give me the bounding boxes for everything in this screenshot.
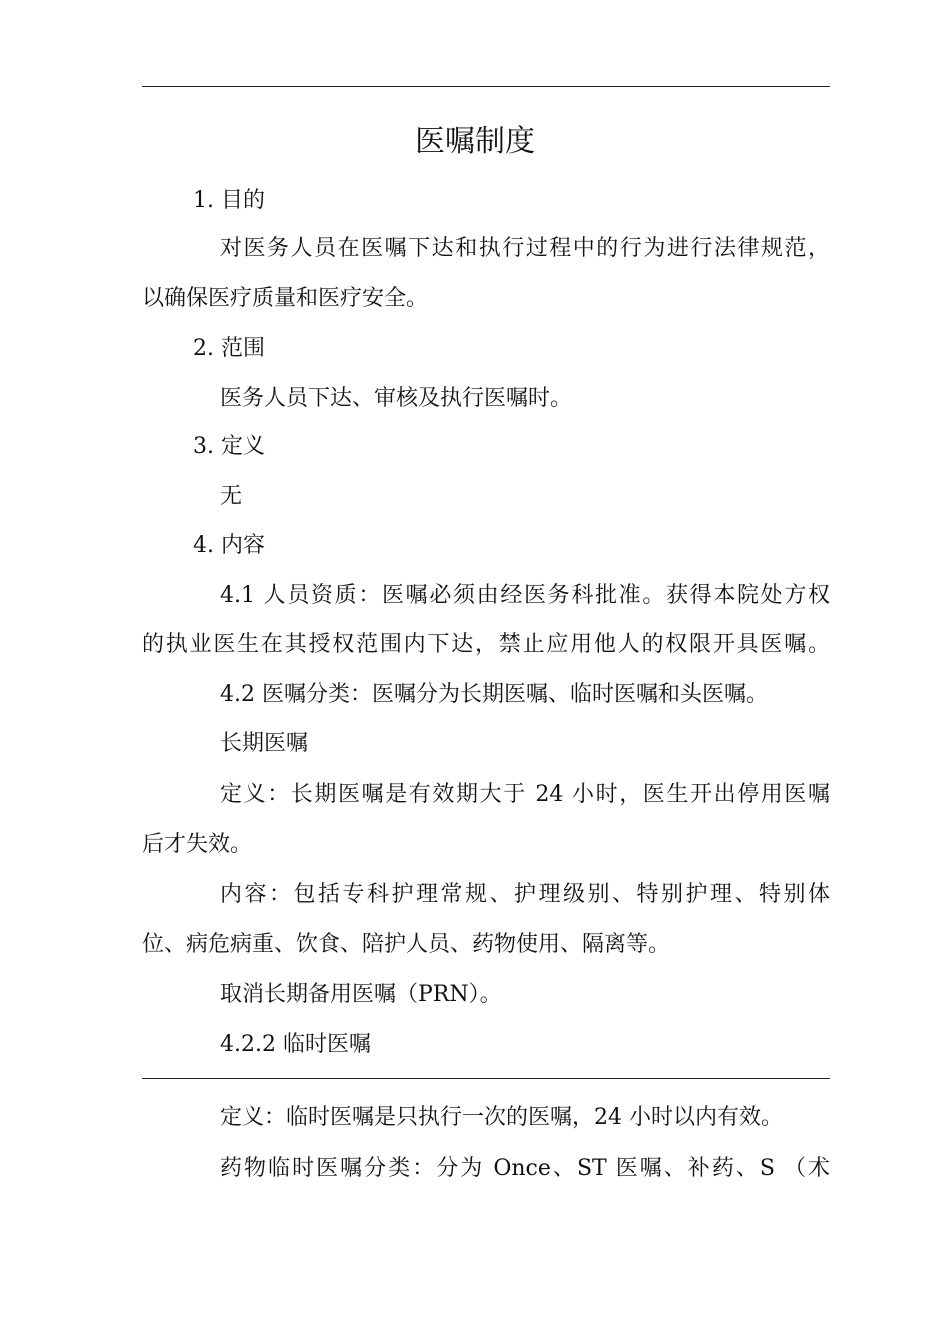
top-rule (142, 86, 830, 87)
subheading-long-term-orders: 长期医嘱 (220, 731, 309, 756)
paragraph-line: 药物临时医嘱分类：分为 Once、ST 医嘱、补药、S （术 (220, 1156, 830, 1181)
paragraph-line: 定义：临时医嘱是只执行一次的医嘱，24 小时以内有效。 (220, 1105, 783, 1130)
paragraph-line: 内容：包括专科护理常规、护理级别、特别护理、特别体 (220, 882, 830, 907)
section-heading-scope: 2. 范围 (193, 336, 265, 361)
paragraph-line: 以确保医疗质量和医疗安全。 (142, 286, 429, 311)
paragraph-line: 位、病危病重、饮食、陪护人员、药物使用、隔离等。 (142, 932, 671, 957)
document-title: 医嘱制度 (415, 124, 535, 159)
paragraph-line: 后才失效。 (142, 832, 253, 857)
page-break-rule (142, 1078, 830, 1079)
paragraph-line: 4.2 医嘱分类：医嘱分为长期医嘱、临时医嘱和头医嘱。 (220, 682, 768, 707)
paragraph-line: 的执业医生在其授权范围内下达，禁止应用他人的权限开具医嘱。 (142, 632, 830, 657)
section-heading-definition: 3. 定义 (193, 434, 265, 459)
section-heading-content: 4. 内容 (193, 533, 265, 558)
paragraph-line: 4.1 人员资质：医嘱必须由经医务科批准。获得本院处方权 (220, 583, 830, 608)
paragraph-line: 对医务人员在医嘱下达和执行过程中的行为进行法律规范， (220, 236, 830, 261)
paragraph-line: 医务人员下达、审核及执行医嘱时。 (220, 386, 573, 411)
section-heading-purpose: 1. 目的 (193, 188, 265, 213)
paragraph-line: 无 (220, 484, 243, 509)
subheading-temporary-orders: 4.2.2 临时医嘱 (220, 1032, 371, 1057)
paragraph-line: 取消长期备用医嘱（PRN）。 (220, 982, 502, 1007)
paragraph-line: 定义：长期医嘱是有效期大于 24 小时，医生开出停用医嘱 (220, 782, 830, 807)
